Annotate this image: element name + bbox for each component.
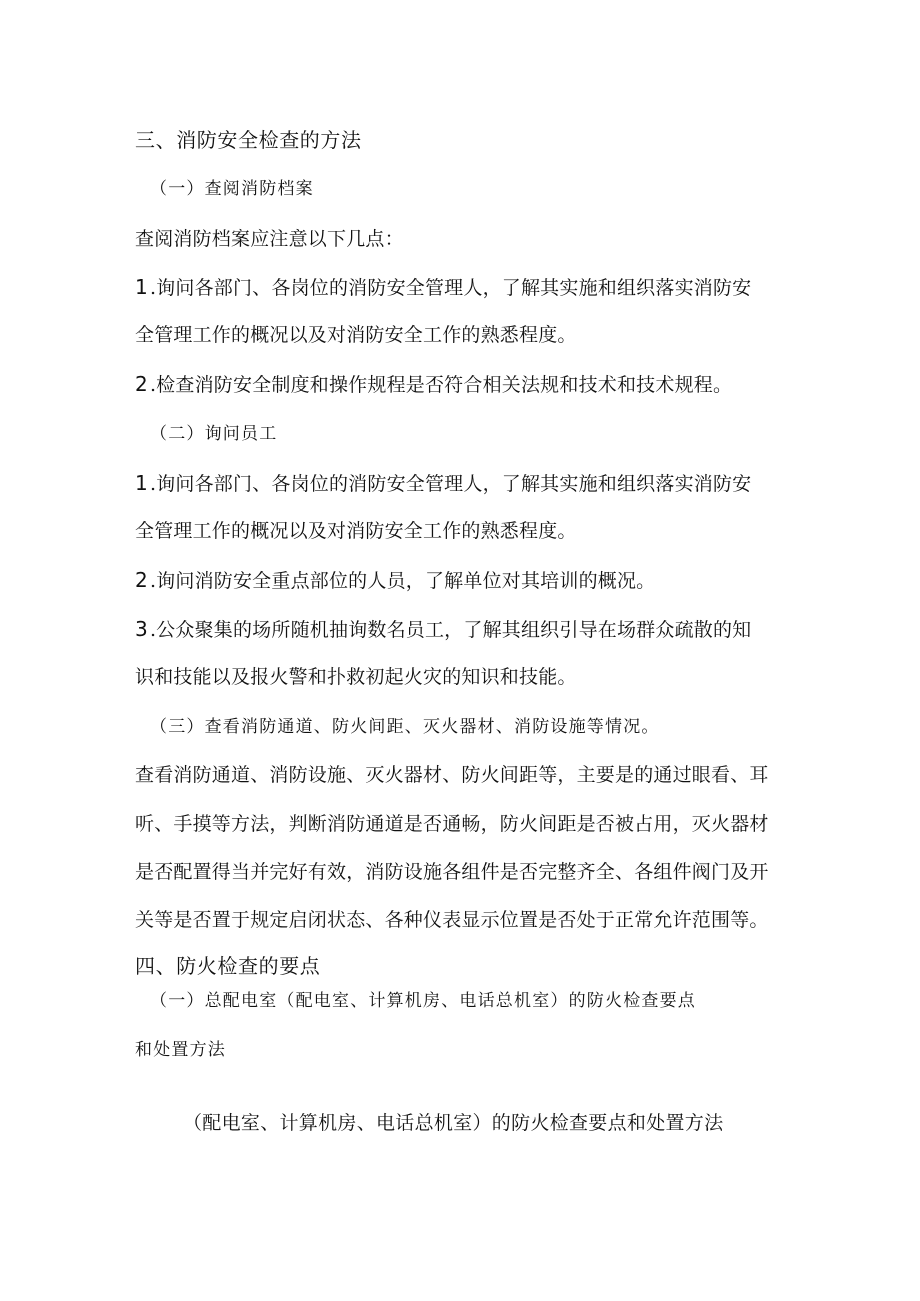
sub3-para-line3: 是否配置得当并完好有效，消防设施各组件是否完整齐全、各组件阀门及开 [135, 861, 769, 883]
sub1-item1-number: 1 [135, 275, 148, 299]
sub2-item2-number: 2 [135, 568, 148, 592]
sub1-intro: 查阅消防档案应注意以下几点： [135, 228, 404, 250]
section-three-heading: 三、消防安全检查的方法 [135, 128, 362, 152]
section-four-caption: （配电室、计算机房、电话总机室）的防火检查要点和处置方法 [183, 1112, 724, 1134]
sub3-title: （三）查看消防通道、防火间距、灭火器材、消防设施等情况。 [150, 717, 660, 737]
sub2-item2-text: .询问消防安全重点部位的人员，了解单位对其培训的概况。 [149, 570, 656, 592]
sub1-item1-line2: 全管理工作的概况以及对消防安全工作的熟悉程度。 [135, 324, 577, 346]
sub2-item3-line1 [135, 616, 751, 643]
sub1-item2-text: .检查消防安全制度和操作规程是否符合相关法规和技术和技术规程。 [149, 374, 733, 396]
section-four-sub1-title-line1: （一）总配电室（配电室、计算机房、电话总机室）的防火检查要点 [150, 991, 696, 1011]
sub3-para-line2: 听、手摸等方法，判断消防通道是否通畅，防火间距是否被占用，灭火器材 [135, 813, 769, 835]
sub2-item3-number: 3 [135, 617, 148, 641]
sub2-item3-text: .公众聚集的场所随机抽询数名员工，了解其组织引导在场群众疏散的知 [149, 619, 752, 641]
sub1-item1-line1 [135, 274, 751, 301]
sub3-para-line1: 查看消防通道、消防设施、灭火器材、防火间距等，主要是的通过眼看、耳 [135, 764, 769, 786]
section-four-sub1-title-line2: 和处置方法 [135, 1040, 226, 1060]
sub2-item1-text: .询问各部门、各岗位的消防安全管理人，了解其实施和组织落实消防安 [149, 473, 752, 495]
section-four-heading: 四、防火检查的要点 [135, 954, 321, 978]
sub2-item2-line1 [135, 567, 655, 594]
sub2-item3-line2: 识和技能以及报火警和扑救初起火灾的知识和技能。 [135, 666, 577, 688]
sub2-item1-line2: 全管理工作的概况以及对消防安全工作的熟悉程度。 [135, 520, 577, 542]
sub2-item1-number: 1 [135, 471, 148, 495]
sub1-item2-number: 2 [135, 372, 148, 396]
sub3-para-line4: 关等是否置于规定启闭状态、各种仪表显示位置是否处于正常允许范围等。 [135, 909, 769, 931]
sub2-item1-line1 [135, 470, 751, 497]
sub2-title: （二）询问员工 [150, 424, 278, 444]
sub1-item2-line1 [135, 371, 732, 398]
sub1-item1-text: .询问各部门、各岗位的消防安全管理人，了解其实施和组织落实消防安 [149, 277, 752, 299]
sub1-title: （一）查阅消防档案 [150, 179, 314, 199]
